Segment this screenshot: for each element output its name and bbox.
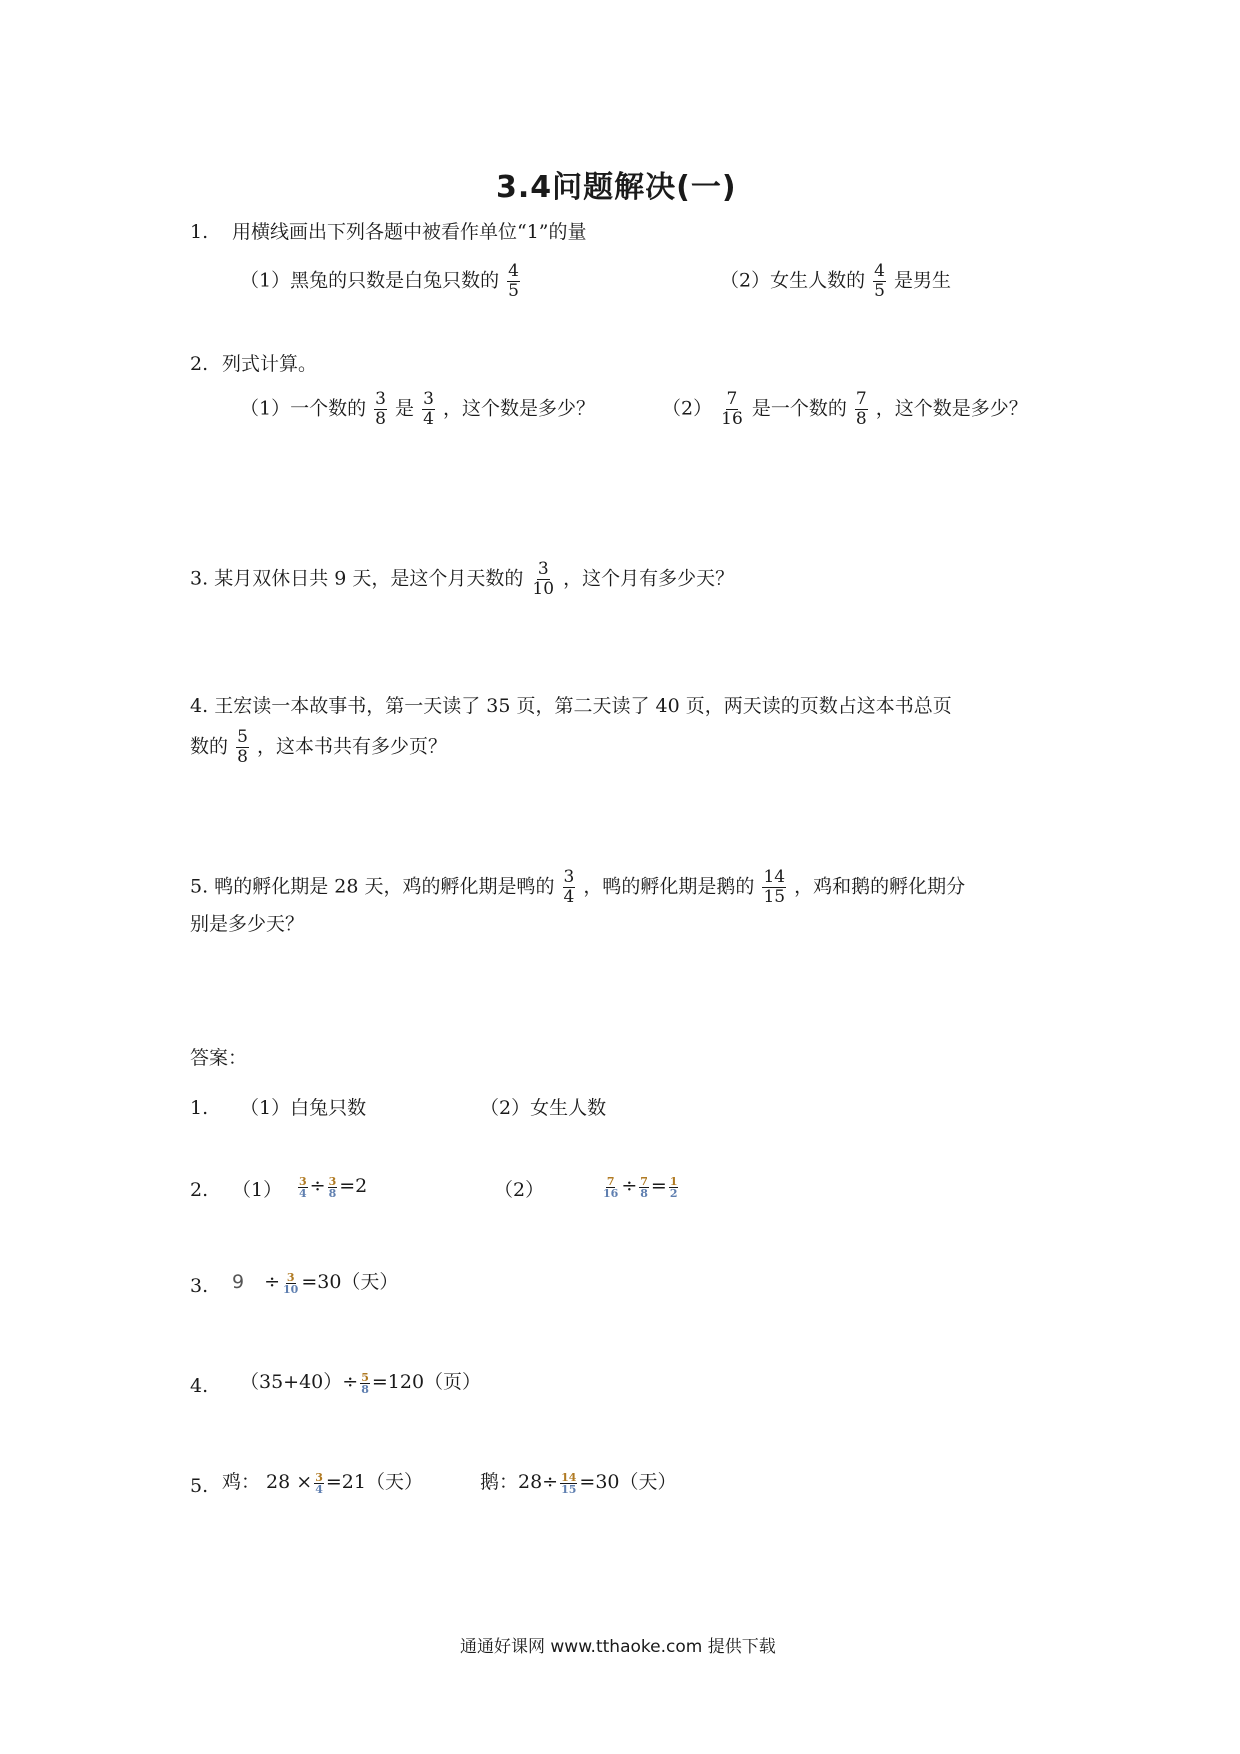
fraction: $\frac{3}{10}$ (532, 559, 555, 599)
q1-part2-tail: 是男生 (894, 269, 952, 292)
divide-sign: ÷ (264, 1271, 281, 1293)
answers-heading: 答案： (190, 1047, 248, 1069)
q2-part2-text-b: 是一个数的 (751, 397, 847, 420)
q2-part1-text-a: （1）一个数的 (240, 397, 367, 420)
fraction: $\frac{1}{2}$ (669, 1174, 678, 1200)
fraction: $\frac{3}{8}$ (375, 389, 386, 429)
a4-expr (240, 1368, 481, 1396)
fraction: $\frac{14}{15}$ (561, 1470, 577, 1496)
a2-part2-label: （2） (494, 1179, 545, 1201)
q4-line2 (190, 728, 447, 767)
q3-text-a: 某月双休日共 9 天，是这个月天数的 (214, 567, 524, 590)
q2-number: 2. (190, 353, 209, 375)
q2-part2 (662, 390, 1028, 429)
q1-part1-text: （1）黑兔的只数是白兔只数的 (240, 269, 500, 292)
q5-number: 5. (190, 875, 209, 898)
q1-part1 (240, 262, 522, 301)
a3-number: 3. (190, 1275, 209, 1297)
q2-part1 (240, 390, 595, 429)
equals-sign: = (650, 1175, 667, 1197)
q5-text-a: 鸭的孵化期是 28 天，鸡的孵化期是鸭的 (214, 875, 555, 898)
q5-line1 (190, 868, 965, 907)
a5-number: 5. (190, 1475, 209, 1497)
q2-part2-text-c: ，这个数是多少？ (875, 397, 1028, 420)
a2-part2-expr (600, 1172, 680, 1200)
fraction: $\frac{7}{8}$ (640, 1174, 648, 1200)
a2-part1-label: （1） (232, 1179, 283, 1201)
q2-stem: 列式计算。 (222, 353, 318, 375)
a3-expr (232, 1268, 398, 1296)
fraction: $\frac{3}{8}$ (328, 1174, 337, 1200)
fraction: $\frac{3}{4}$ (423, 389, 434, 429)
q1-number: 1. (190, 221, 209, 243)
q4-number: 4. (190, 695, 209, 717)
q4-text-b: ，这本书共有多少页？ (256, 735, 447, 758)
q3 (190, 560, 734, 599)
q5-text-c: ，鸡和鹅的孵化期分 (794, 875, 966, 898)
q3-text-b: ，这个月有多少天？ (563, 567, 735, 590)
a5-text-d: =30（天） (579, 1471, 677, 1493)
fraction: $\frac{14}{15}$ (763, 867, 786, 907)
a3-result: =30（天） (301, 1271, 399, 1293)
q4-line1 (190, 692, 952, 720)
divide-sign: ÷ (621, 1175, 638, 1197)
a2-part1-expr (296, 1172, 367, 1200)
fraction: $\frac{5}{8}$ (237, 727, 248, 767)
a1-number: 1. (190, 1097, 209, 1119)
q5-text-b: ，鸭的孵化期是鹅的 (583, 875, 755, 898)
q1-part2-text: （2）女生人数的 (720, 269, 866, 292)
page-title: 3.4问题解决(一) (496, 170, 737, 205)
q4-text-a: 数的 (190, 735, 229, 758)
a5-chicken (222, 1468, 423, 1496)
a1-part2: （2）女生人数 (480, 1097, 607, 1119)
a3-value: 9 (232, 1271, 245, 1293)
q2-part2-text-a: （2） (662, 397, 713, 420)
a4-result: =120（页） (371, 1371, 482, 1393)
fraction: $\frac{4}{5}$ (874, 261, 885, 301)
q1-stem: 用横线画出下列各题中被看作单位“1”的量 (232, 221, 587, 243)
fraction: $\frac{7}{16}$ (603, 1174, 619, 1200)
fraction: $\frac{3}{4}$ (315, 1470, 323, 1496)
footer-text: 通通好课网 www.tthaoke.com 提供下载 (460, 1637, 776, 1657)
fraction: $\frac{3}{4}$ (563, 867, 575, 907)
a5-text-b: =21（天） (325, 1471, 423, 1493)
a5-text-c: 鹅：28÷ (480, 1471, 559, 1493)
q2-part1-text-b: 是 (395, 397, 415, 420)
a5-goose (480, 1468, 677, 1496)
a1-part1: （1）白兔只数 (240, 1097, 367, 1119)
fraction: $\frac{3}{4}$ (299, 1174, 307, 1200)
a2-number: 2. (190, 1179, 209, 1201)
q4-text-line1: 王宏读一本故事书，第一天读了 35 页，第二天读了 40 页，两天读的页数占这本书总页 (214, 695, 952, 717)
fraction: $\frac{4}{5}$ (508, 261, 519, 301)
fraction: $\frac{7}{8}$ (855, 389, 867, 429)
q3-number: 3. (190, 567, 209, 590)
a5-text-a: 鸡： 28 × (222, 1471, 313, 1493)
divide-sign: ÷ (309, 1175, 326, 1197)
q5-line2: 别是多少天？ (190, 913, 305, 935)
q1-part2 (720, 262, 951, 301)
fraction: $\frac{3}{10}$ (283, 1270, 299, 1296)
fraction: $\frac{7}{16}$ (721, 389, 743, 429)
a4-text-a: （35+40）÷ (240, 1371, 359, 1393)
q2-part1-text-c: ，这个数是多少？ (442, 397, 595, 420)
a2-part1-result: =2 (339, 1175, 368, 1197)
fraction: $\frac{5}{8}$ (361, 1370, 369, 1396)
a4-number: 4. (190, 1375, 209, 1397)
